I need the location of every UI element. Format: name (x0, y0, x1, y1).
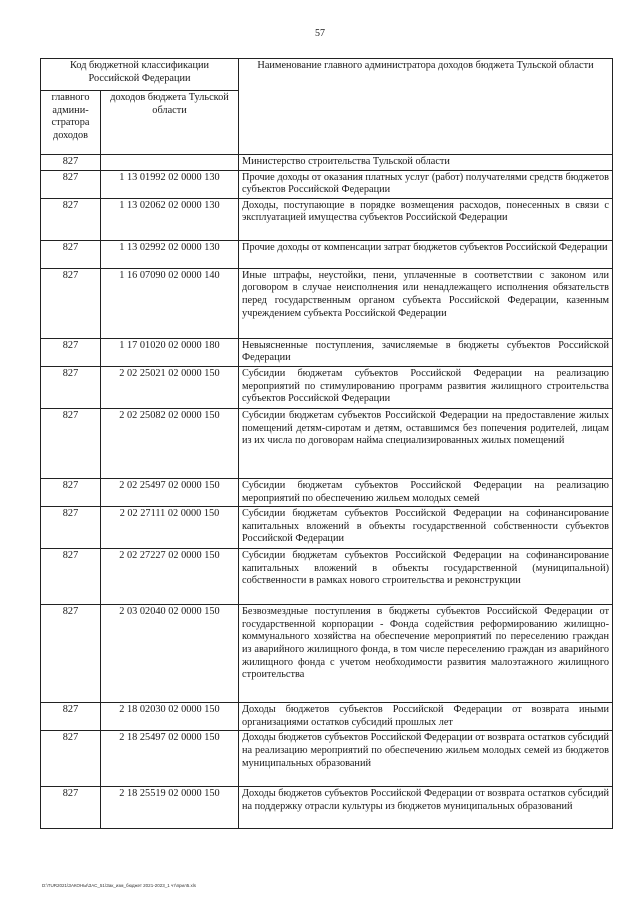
header-code-group: Код бюджетной классификации Российской Федерации (41, 59, 239, 91)
cell-admin-code: 827 (41, 507, 101, 549)
cell-income-name: Субсидии бюджетам субъектов Российской Федерации на софинансирование капитальных вложений в объекты государственной (муниципальной) собственности в рамках нового строительства и реконструкции (239, 549, 613, 605)
cell-income-name: Доходы, поступающие в порядке возмещения расходов, понесенных в связи с эксплуатацией имущества субъектов Российской Федерации (239, 198, 613, 240)
cell-admin-code: 827 (41, 787, 101, 829)
cell-income-name: Невыясненные поступления, зачисляемые в бюджеты субъектов Российской Федерации (239, 338, 613, 366)
cell-income-name: Доходы бюджетов субъектов Российской Федерации от возврата остатков субсидий на реализацию мероприятий по обеспечению жильем молодых семей из бюджетов муниципальных образований (239, 731, 613, 787)
footer-file-path: D:\TUR2021\ЗАКОНЫ\ЗАС_51\Зак_изм_бюджет 2021-2023_1 чт\прил5.xls (42, 883, 196, 888)
cell-income-name: Прочие доходы от оказания платных услуг (работ) получателями средств бюджетов субъектов Российской Федерации (239, 170, 613, 198)
table-row (41, 605, 613, 703)
cell-income-code: 2 03 02040 02 0000 150 (101, 605, 239, 703)
cell-income-name: Субсидии бюджетам субъектов Российской Федерации на реализацию мероприятий по стимулированию программ развития жилищного строительства субъектов Российской Федерации (239, 366, 613, 408)
cell-admin-code: 827 (41, 408, 101, 478)
cell-income-code: 2 18 25519 02 0000 150 (101, 787, 239, 829)
cell-income-name: Субсидии бюджетам субъектов Российской Федерации на софинансирование капитальных вложений в объекты государственной собственности субъектов Российской Федерации (239, 507, 613, 549)
cell-admin-code: 827 (41, 338, 101, 366)
table-row (41, 155, 613, 171)
page-number: 57 (315, 28, 325, 39)
cell-income-code: 2 02 25497 02 0000 150 (101, 478, 239, 506)
cell-income-code: 1 13 02992 02 0000 130 (101, 240, 239, 268)
cell-admin-code: 827 (41, 268, 101, 338)
budget-classification-table (40, 58, 613, 829)
cell-admin-code: 827 (41, 605, 101, 703)
cell-admin-code: 827 (41, 703, 101, 731)
table-row (41, 408, 613, 478)
cell-admin-code: 827 (41, 240, 101, 268)
cell-income-name: Доходы бюджетов субъектов Российской Федерации от возврата иными организациями остатков субсидий прошлых лет (239, 703, 613, 731)
table-row (41, 703, 613, 731)
table-row (41, 170, 613, 198)
table-row (41, 366, 613, 408)
header-income-code: доходов бюджета Тульской области (101, 91, 239, 155)
cell-admin-code: 827 (41, 731, 101, 787)
cell-admin-code: 827 (41, 549, 101, 605)
cell-income-code: 1 16 07090 02 0000 140 (101, 268, 239, 338)
table-row (41, 549, 613, 605)
table-row (41, 731, 613, 787)
table-row (41, 240, 613, 268)
cell-income-code (101, 155, 239, 171)
cell-income-name: Иные штрафы, неустойки, пени, уплаченные в соответствии с законом или договором в случае неисполнения или ненадлежащего исполнения обязательств перед государственным органом субъекта Российской Федерации, казенным учреждением субъекта Российской Федерации (239, 268, 613, 338)
table-row (41, 787, 613, 829)
table-row (41, 338, 613, 366)
cell-income-name: Министерство строительства Тульской области (239, 155, 613, 171)
cell-admin-code: 827 (41, 170, 101, 198)
table-row (41, 507, 613, 549)
cell-admin-code: 827 (41, 155, 101, 171)
table-row (41, 198, 613, 240)
cell-income-code: 2 02 27111 02 0000 150 (101, 507, 239, 549)
cell-income-name: Субсидии бюджетам субъектов Российской Федерации на реализацию мероприятий по обеспечению жильем молодых семей (239, 478, 613, 506)
cell-income-name: Прочие доходы от компенсации затрат бюджетов субъектов Российской Федерации (239, 240, 613, 268)
cell-income-code: 2 18 25497 02 0000 150 (101, 731, 239, 787)
cell-income-code: 1 17 01020 02 0000 180 (101, 338, 239, 366)
cell-income-name: Субсидии бюджетам субъектов Российской Федерации на предоставление жилых помещений детям-сиротам и детям, оставшимся без попечения родителей, лицам из их числа по договорам найма специализированных жилых помещений (239, 408, 613, 478)
cell-income-code: 2 02 25021 02 0000 150 (101, 366, 239, 408)
cell-admin-code: 827 (41, 478, 101, 506)
cell-income-name: Безвозмездные поступления в бюджеты субъектов Российской Федерации от государственной корпорации - Фонда содействия реформированию жилищно-коммунального хозяйства на обеспечение мероприятий по переселению граждан из аварийного жилищного фонда, в том числе переселению граждан из аварийного жилищного фонда с учетом необходимости развития малоэтажного жилищного строительства (239, 605, 613, 703)
cell-income-code: 2 02 27227 02 0000 150 (101, 549, 239, 605)
header-admin-code: главного админи-стратора доходов (41, 91, 101, 155)
cell-income-name: Доходы бюджетов субъектов Российской Федерации от возврата остатков субсидий на поддержку отрасли культуры из бюджетов муниципальных образований (239, 787, 613, 829)
header-admin-name: Наименование главного администратора доходов бюджета Тульской области (239, 59, 613, 155)
cell-admin-code: 827 (41, 198, 101, 240)
cell-income-code: 1 13 01992 02 0000 130 (101, 170, 239, 198)
cell-income-code: 2 02 25082 02 0000 150 (101, 408, 239, 478)
cell-income-code: 2 18 02030 02 0000 150 (101, 703, 239, 731)
cell-income-code: 1 13 02062 02 0000 130 (101, 198, 239, 240)
table-row (41, 268, 613, 338)
cell-admin-code: 827 (41, 366, 101, 408)
table-row (41, 478, 613, 506)
